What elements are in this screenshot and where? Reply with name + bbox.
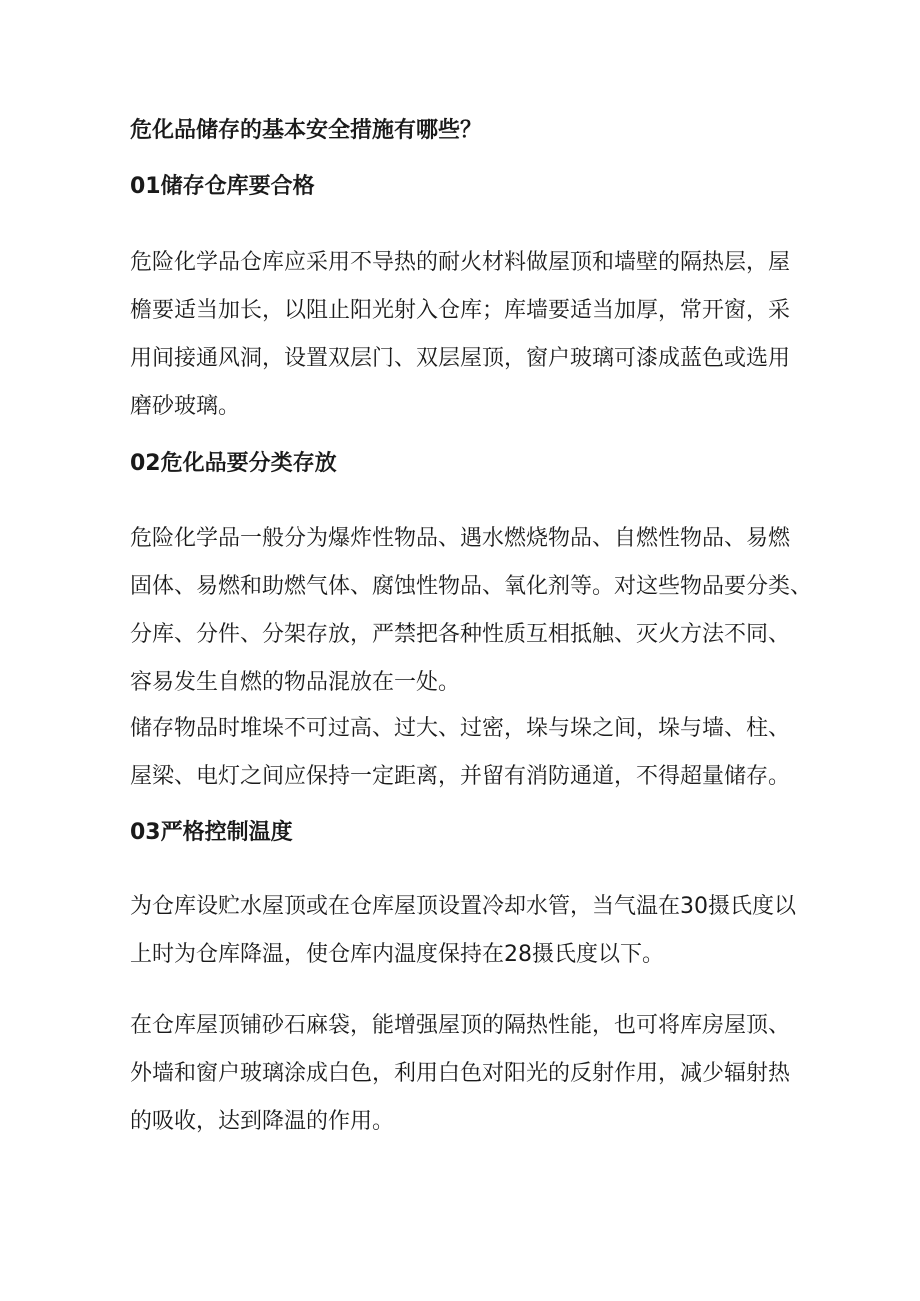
section-2-heading: 02危化品要分类存放	[130, 451, 337, 476]
page-title: 危化品储存的基本安全措施有哪些？	[130, 118, 483, 143]
section-3-heading: 03严格控制温度	[130, 820, 293, 845]
text-line: 外墙和窗户玻璃涂成白色，利用白色对阳光的反射作用，减少辐射热	[130, 1061, 791, 1086]
text-line: 固体、易燃和助燃气体、腐蚀性物品、氧化剂等。对这些物品要分类、	[130, 574, 813, 599]
text-line: 用间接通风洞，设置双层门、双层屋顶，窗户玻璃可漆成蓝色或选用	[130, 346, 791, 371]
section-1-heading: 01储存仓库要合格	[130, 174, 315, 199]
section-3-paragraph-2	[130, 1002, 790, 1146]
text-line: 的吸收，达到降温的作用。	[130, 1109, 395, 1134]
text-line: 屋梁、电灯之间应保持一定距离，并留有消防通道，不得超量储存。	[130, 764, 791, 789]
section-3-paragraph-1	[130, 883, 796, 979]
text-line: 在仓库屋顶铺砂石麻袋，能增强屋顶的隔热性能，也可将库房屋顶、	[130, 1013, 791, 1038]
text-line: 檐要适当加长，以阻止阳光射入仓库；库墙要适当加厚，常开窗，采	[130, 298, 791, 323]
text-line: 危险化学品一般分为爆炸性物品、遇水燃烧物品、自燃性物品、易燃	[130, 526, 791, 551]
section-2-paragraph-2	[130, 705, 790, 801]
text-line: 危险化学品仓库应采用不导热的耐火材料做屋顶和墙壁的隔热层，屋	[130, 250, 791, 275]
text-line: 储存物品时堆垛不可过高、过大、过密，垛与垛之间，垛与墙、柱、	[130, 716, 791, 741]
section-1-paragraph-1	[130, 239, 790, 431]
text-line: 为仓库设贮水屋顶或在仓库屋顶设置冷却水管，当气温在30摄氏度以	[130, 894, 796, 919]
text-line: 上时为仓库降温，使仓库内温度保持在28摄氏度以下。	[130, 942, 664, 967]
text-line: 容易发生自燃的物品混放在一处。	[130, 670, 461, 695]
section-2-paragraph-1	[130, 515, 812, 707]
text-line: 磨砂玻璃。	[130, 394, 241, 419]
text-line: 分库、分件、分架存放，严禁把各种性质互相抵触、灭火方法不同、	[130, 622, 791, 647]
